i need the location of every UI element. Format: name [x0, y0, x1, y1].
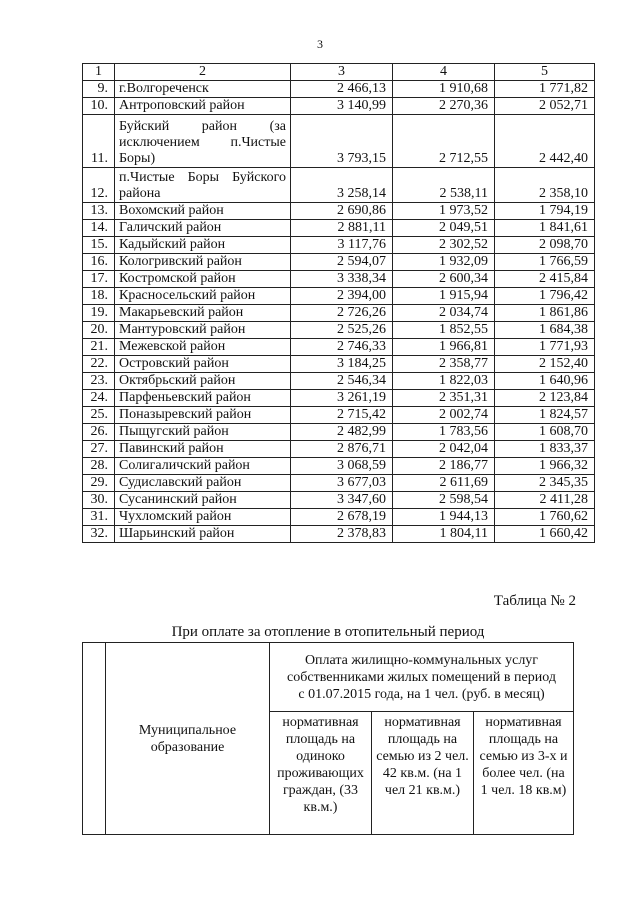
- value-single: 3 347,60: [291, 492, 393, 509]
- value-single: 3 677,03: [291, 475, 393, 492]
- table-subtitle: При оплате за отопление в отопительный период: [171, 624, 485, 640]
- municipality-name: Красносельский район: [115, 288, 291, 305]
- row-number: 15.: [83, 237, 115, 254]
- table-row: [83, 271, 595, 288]
- municipality-name: Островский район: [115, 356, 291, 373]
- table-row: [83, 356, 595, 373]
- row-number: 19.: [83, 305, 115, 322]
- value-single: 2 378,83: [291, 526, 393, 543]
- value-family-three: 1 833,37: [495, 441, 595, 458]
- value-family-three: 1 640,96: [495, 373, 595, 390]
- municipality-name: Павинский район: [115, 441, 291, 458]
- value-family-two: 1 932,09: [393, 254, 495, 271]
- municipality-name: Костромской район: [115, 271, 291, 288]
- row-number: 16.: [83, 254, 115, 271]
- municipality-header: Муниципальное образование: [106, 643, 270, 835]
- table-row: [83, 81, 595, 98]
- value-family-three: 1 771,82: [495, 81, 595, 98]
- value-single: 3 793,15: [291, 115, 393, 168]
- value-family-two: 2 351,31: [393, 390, 495, 407]
- subheader-family-three: нормативная площадь на семью из 3-х и более чел. (на 1 чел. 18 кв.м): [474, 712, 574, 835]
- municipality-name: Шарьинский район: [115, 526, 291, 543]
- table-row: [83, 115, 595, 168]
- value-family-two: 1 944,13: [393, 509, 495, 526]
- row-number: 26.: [83, 424, 115, 441]
- value-single: 2 594,07: [291, 254, 393, 271]
- value-single: 3 338,34: [291, 271, 393, 288]
- header-cell: 4: [393, 64, 495, 81]
- value-single: 2 525,26: [291, 322, 393, 339]
- municipality-name: Кологривский район: [115, 254, 291, 271]
- municipality-name: Кадыйский район: [115, 237, 291, 254]
- table-row: [83, 458, 595, 475]
- header-cell: 3: [291, 64, 393, 81]
- value-single: 2 876,71: [291, 441, 393, 458]
- municipality-name: Макарьевский район: [115, 305, 291, 322]
- table-row: [83, 441, 595, 458]
- row-number: 13.: [83, 203, 115, 220]
- row-number: 32.: [83, 526, 115, 543]
- value-single: 3 140,99: [291, 98, 393, 115]
- row-number: 31.: [83, 509, 115, 526]
- row-number: 10.: [83, 98, 115, 115]
- value-family-three: 2 123,84: [495, 390, 595, 407]
- municipality-name: Чухломский район: [115, 509, 291, 526]
- row-number: 18.: [83, 288, 115, 305]
- value-family-two: 2 042,04: [393, 441, 495, 458]
- table-row: [83, 526, 595, 543]
- table-row: [83, 305, 595, 322]
- table-row: [83, 373, 595, 390]
- municipality-name: Межевской район: [115, 339, 291, 356]
- value-family-three: 1 841,61: [495, 220, 595, 237]
- table-row: [83, 254, 595, 271]
- value-family-two: 1 822,03: [393, 373, 495, 390]
- value-family-three: 1 684,38: [495, 322, 595, 339]
- value-family-three: 1 824,57: [495, 407, 595, 424]
- municipality-name: Галичский район: [115, 220, 291, 237]
- value-family-three: 1 966,32: [495, 458, 595, 475]
- value-family-two: 2 358,77: [393, 356, 495, 373]
- value-family-two: 1 783,56: [393, 424, 495, 441]
- table-row: [83, 98, 595, 115]
- value-single: 2 678,19: [291, 509, 393, 526]
- table-row: [83, 203, 595, 220]
- value-family-three: 1 796,42: [495, 288, 595, 305]
- value-family-three: 2 415,84: [495, 271, 595, 288]
- municipality-name: п.Чистые Боры Буйского района: [115, 168, 291, 203]
- value-single: 2 881,11: [291, 220, 393, 237]
- header-cell: 1: [83, 64, 115, 81]
- table-row: [83, 220, 595, 237]
- value-family-three: 1 660,42: [495, 526, 595, 543]
- number-column-header: [83, 643, 106, 835]
- row-number: 28.: [83, 458, 115, 475]
- value-family-three: 2 358,10: [495, 168, 595, 203]
- row-number: 30.: [83, 492, 115, 509]
- value-single: 2 715,42: [291, 407, 393, 424]
- value-family-three: 1 771,93: [495, 339, 595, 356]
- value-family-three: 2 152,40: [495, 356, 595, 373]
- subheader-family-two: нормативная площадь на семью из 2 чел. 42 кв.м. (на 1 чел 21 кв.м.): [372, 712, 474, 835]
- municipality-name: Буйский район (за исключением п.Чистые Боры): [115, 115, 291, 168]
- payment-header: Оплата жилищно-коммунальных услуг собственниками жилых помещений в период с 01.07.2015 года, на 1 чел. (руб. в месяц): [270, 643, 574, 712]
- municipality-name: Парфеньевский район: [115, 390, 291, 407]
- row-number: 24.: [83, 390, 115, 407]
- value-single: 3 258,14: [291, 168, 393, 203]
- value-family-two: 2 611,69: [393, 475, 495, 492]
- table-label: Таблица № 2: [493, 593, 576, 609]
- value-family-two: 1 804,11: [393, 526, 495, 543]
- row-number: 23.: [83, 373, 115, 390]
- value-single: 2 690,86: [291, 203, 393, 220]
- rates-table-body: [83, 64, 595, 543]
- row-number: 29.: [83, 475, 115, 492]
- value-family-three: 2 442,40: [495, 115, 595, 168]
- heating-header-row: [83, 643, 574, 712]
- table-row: [83, 339, 595, 356]
- row-number: 20.: [83, 322, 115, 339]
- value-family-two: 2 049,51: [393, 220, 495, 237]
- row-number: 27.: [83, 441, 115, 458]
- heating-table: [82, 642, 574, 835]
- value-family-three: 2 345,35: [495, 475, 595, 492]
- page-number: 3: [317, 37, 323, 51]
- value-family-two: 2 270,36: [393, 98, 495, 115]
- municipality-name: Судиславский район: [115, 475, 291, 492]
- value-family-two: 1 852,55: [393, 322, 495, 339]
- table-row: [83, 424, 595, 441]
- header-cell: 2: [115, 64, 291, 81]
- table-row: [83, 288, 595, 305]
- row-number: 12.: [83, 168, 115, 203]
- value-single: 2 726,26: [291, 305, 393, 322]
- value-single: 3 117,76: [291, 237, 393, 254]
- value-family-three: 1 861,86: [495, 305, 595, 322]
- value-family-two: 1 915,94: [393, 288, 495, 305]
- municipality-name: Вохомский район: [115, 203, 291, 220]
- municipality-name: Солигаличский район: [115, 458, 291, 475]
- value-single: 3 068,59: [291, 458, 393, 475]
- rates-table: [82, 63, 595, 543]
- value-family-three: 1 760,62: [495, 509, 595, 526]
- table-row: [83, 475, 595, 492]
- value-single: 3 184,25: [291, 356, 393, 373]
- value-family-two: 2 302,52: [393, 237, 495, 254]
- row-number: 11.: [83, 115, 115, 168]
- row-number: 25.: [83, 407, 115, 424]
- value-family-two: 2 002,74: [393, 407, 495, 424]
- table-row: [83, 168, 595, 203]
- value-family-two: 1 973,52: [393, 203, 495, 220]
- table-row: [83, 237, 595, 254]
- table-row: [83, 492, 595, 509]
- header-cell: 5: [495, 64, 595, 81]
- municipality-name: Мантуровский район: [115, 322, 291, 339]
- municipality-name: Сусанинский район: [115, 492, 291, 509]
- subheader-single: нормативная площадь на одиноко проживающих граждан, (33 кв.м.): [270, 712, 372, 835]
- municipality-name: Антроповский район: [115, 98, 291, 115]
- municipality-name: Поназыревский район: [115, 407, 291, 424]
- value-single: 2 394,00: [291, 288, 393, 305]
- value-family-three: 1 794,19: [495, 203, 595, 220]
- value-single: 2 466,13: [291, 81, 393, 98]
- value-family-two: 1 966,81: [393, 339, 495, 356]
- value-family-two: 2 538,11: [393, 168, 495, 203]
- value-family-two: 2 034,74: [393, 305, 495, 322]
- value-single: 3 261,19: [291, 390, 393, 407]
- value-family-three: 2 411,28: [495, 492, 595, 509]
- row-number: 21.: [83, 339, 115, 356]
- value-family-three: 1 608,70: [495, 424, 595, 441]
- table-row: [83, 322, 595, 339]
- municipality-name: г.Волгореченск: [115, 81, 291, 98]
- value-single: 2 482,99: [291, 424, 393, 441]
- row-number: 17.: [83, 271, 115, 288]
- table-header-row: [83, 64, 595, 81]
- value-family-two: 2 186,77: [393, 458, 495, 475]
- value-family-three: 2 098,70: [495, 237, 595, 254]
- value-family-three: 2 052,71: [495, 98, 595, 115]
- municipality-name: Октябрьский район: [115, 373, 291, 390]
- value-family-three: 1 766,59: [495, 254, 595, 271]
- row-number: 9.: [83, 81, 115, 98]
- value-family-two: 1 910,68: [393, 81, 495, 98]
- table-row: [83, 509, 595, 526]
- row-number: 14.: [83, 220, 115, 237]
- row-number: 22.: [83, 356, 115, 373]
- value-single: 2 546,34: [291, 373, 393, 390]
- value-single: 2 746,33: [291, 339, 393, 356]
- table-row: [83, 407, 595, 424]
- value-family-two: 2 600,34: [393, 271, 495, 288]
- municipality-name: Пыщугский район: [115, 424, 291, 441]
- table-row: [83, 390, 595, 407]
- value-family-two: 2 598,54: [393, 492, 495, 509]
- value-family-two: 2 712,55: [393, 115, 495, 168]
